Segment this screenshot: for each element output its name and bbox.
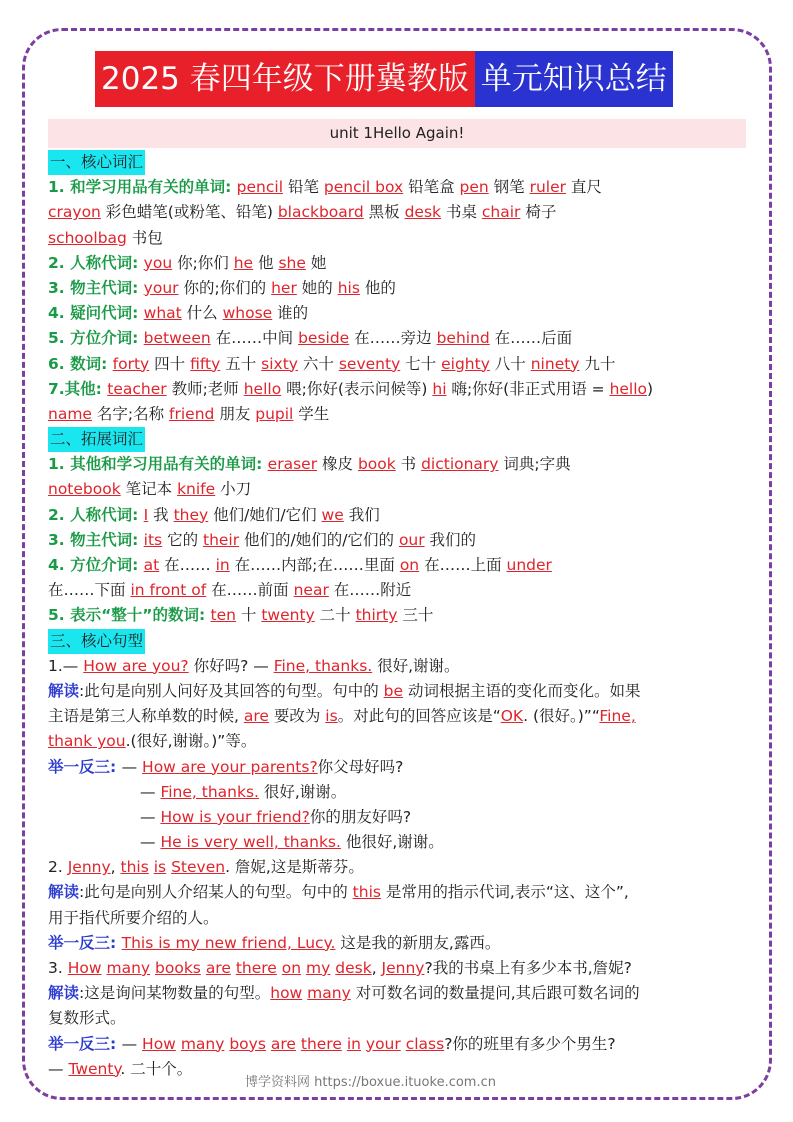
highlight-word: his [337,278,360,297]
text-segment: 小刀 [215,480,252,499]
text-line [48,981,750,1006]
text-line [48,427,750,452]
highlight-word: on [281,959,302,977]
highlight-word: crayon [48,203,101,222]
highlight-word: many [180,1034,225,1053]
highlight-word: your [143,278,179,297]
highlight-word: in [215,556,230,574]
text-segment: 你好吗? — [188,656,274,675]
text-line [48,251,750,276]
unit-heading: unit 1Hello Again! [48,119,746,148]
text-segment: 在……附近 [328,581,412,600]
category-label: 5. 方位介词: [48,329,144,348]
text-segment: 在……下面 [48,581,131,600]
highlight-word: we [321,505,344,524]
category-label: 1. 其他和学习用品有关的单词: [48,455,268,474]
highlight-word: books [155,959,201,977]
text-line [48,528,750,553]
text-segment: 喂;你好(表示问候等) [281,379,433,398]
text-segment: 用于指代所要介绍的人。 [48,908,219,927]
text-segment: 我们 [343,505,380,524]
highlight-word: near [293,581,329,600]
highlight-word: between [143,329,211,348]
text-segment: 是常用的指示代词,表示“这、这个”, [380,883,629,902]
text-line [48,906,750,931]
text-segment: 在……内部;在……里面 [229,556,400,574]
text-line [48,805,750,830]
text-line [48,1032,750,1057]
text-segment: , [371,959,382,977]
text-segment: 铅笔盒 [403,178,460,197]
text-segment: 名字;名称 [91,404,170,423]
highlight-word: sixty [261,354,298,373]
highlight-word: OK [500,707,524,726]
text-segment: 很好,谢谢。 [258,782,347,801]
text-line [48,503,750,528]
highlight-word: Fine, thanks. [160,782,259,801]
highlight-word: forty [112,354,150,373]
text-segment: — [140,782,161,801]
page-title [95,51,673,107]
text-segment: 八十 [489,354,531,373]
text-line [48,377,750,402]
text-segment: :此句是向别人介绍某人的句型。句中的 [79,883,353,902]
highlight-word: there [300,1034,342,1053]
text-line [48,755,750,780]
note-label: 解读 [48,984,80,1003]
text-line [48,276,750,301]
text-line [48,578,750,603]
highlight-word: blackboard [277,203,364,222]
content-body [48,150,750,1082]
text-segment: 我们的 [424,530,477,549]
text-segment: 动词根据主语的变化而变化。如果 [403,681,641,700]
highlight-word: you [143,253,173,272]
highlight-word: How [142,1034,176,1053]
category-label: 4. 方位介词: [48,556,144,574]
text-line [48,629,750,654]
text-line [48,603,750,628]
section-heading: 二、拓展词汇 [48,427,145,452]
text-segment: .(很好,谢谢。)”等。 [125,732,257,751]
text-segment: 要改为 [268,707,326,726]
text-line [48,880,750,905]
text-line [48,830,750,855]
highlight-word: hello [609,379,648,398]
highlight-word: thank you [48,732,126,751]
text-segment: — [121,757,143,776]
highlight-word: is [153,858,167,877]
text-segment: 这是我的新朋友,露西。 [335,933,501,952]
highlight-word: their [203,530,240,549]
category-label: 6. 数词: [48,354,113,373]
text-line [48,452,750,477]
text-segment: 铅笔 [283,178,324,197]
text-segment: 书 [395,455,422,474]
highlight-word: there [235,959,277,977]
text-segment: ?你的班里有多少个男生? [444,1034,616,1053]
text-segment: :此句是向别人问好及其回答的句型。句中的 [79,681,384,700]
highlight-word: eraser [267,455,318,474]
highlight-word: chair [481,203,521,222]
highlight-word: pencil [236,178,284,197]
highlight-word: whose [222,304,273,323]
text-line [48,226,750,251]
text-segment: 七十 [400,354,442,373]
highlight-word: at [143,556,160,574]
highlight-word: teacher [107,379,167,398]
highlight-word: This is my new friend, Lucy. [121,933,336,952]
text-line [48,352,750,377]
highlight-word: he [233,253,254,272]
text-line [48,402,750,427]
highlight-word: be [383,681,404,700]
category-label: 5. 表示“整十”的数词: [48,606,211,625]
highlight-word: eighty [441,354,490,373]
text-segment: 在……上面 [419,556,507,574]
highlight-word: behind [436,329,490,348]
note-label: 举一反三: [48,1034,122,1053]
category-label: 2. 人称代词: [48,253,144,272]
text-segment: 他们的/她们的/它们的 [239,530,399,549]
highlight-word: Steven [171,858,226,877]
text-line [48,654,750,679]
text-segment: 在……中间 [210,329,299,348]
text-line [48,1006,750,1031]
text-segment: 书包 [126,228,163,247]
text-line [48,326,750,351]
highlight-word: your [365,1034,401,1053]
text-segment: 很好,谢谢。 [372,656,460,675]
text-segment: 十 [235,606,262,625]
highlight-word: hi [432,379,447,398]
highlight-word: How are you? [83,656,189,675]
text-segment: 六十 [297,354,339,373]
footer-watermark: 博学资料网 https://boxue.ituoke.com.cn [245,1075,496,1090]
text-line [48,729,750,754]
highlight-word: book [357,455,396,474]
highlight-word: thirty [355,606,398,625]
text-segment: 词典;字典 [498,455,571,474]
text-line [48,150,750,175]
text-line [48,477,750,502]
text-segment: 二十 [314,606,356,625]
highlight-word: are [205,959,231,977]
text-line [48,679,750,704]
text-segment: 他的 [359,278,396,297]
highlight-word: Twenty [68,1059,121,1078]
text-segment: 彩色蜡笔(或粉笔、铅笔) [100,203,278,222]
highlight-word: ten [210,606,236,625]
highlight-word: pencil box [323,178,404,197]
highlight-word: Fine, [599,707,636,726]
text-segment: 对可数名词的数量提问,其后跟可数名词的 [350,984,640,1003]
highlight-word: on [399,556,420,574]
category-label: 2. 人称代词: [48,505,144,524]
highlight-word: How are your parents? [142,757,318,776]
text-segment: 3. [48,959,68,977]
highlight-word: Fine, thanks. [273,656,373,675]
highlight-word: in [346,1034,361,1053]
text-segment: — [140,833,161,852]
text-segment: 五十 [220,354,262,373]
text-segment: 三十 [397,606,434,625]
highlight-word: desk [404,203,442,222]
text-segment: 在……旁边 [349,329,437,348]
text-segment: 主语是第三人称单数的时候, [48,707,244,726]
text-segment: , [110,858,121,877]
text-line [48,553,750,578]
text-segment: 他很好,谢谢。 [340,833,444,852]
highlight-word: I [143,505,149,524]
text-segment: 他 [253,253,279,272]
highlight-word: are [243,707,269,726]
highlight-word: schoolbag [48,228,127,247]
highlight-word: she [278,253,306,272]
text-segment: 你;你们 [172,253,234,272]
text-segment: 她 [305,253,327,272]
highlight-word: knife [177,480,216,499]
note-label: 举一反三: [48,933,122,952]
text-segment: 黑板 [363,203,405,222]
highlight-word: notebook [48,480,121,499]
text-segment: 直尺 [566,178,602,197]
category-label: 7.其他: [48,379,108,398]
text-segment: 我 [148,505,174,524]
text-segment: 学生 [293,404,330,423]
highlight-word: many [307,984,351,1003]
highlight-word: fifty [190,354,221,373]
highlight-word: dictionary [421,455,499,474]
highlight-word: friend [169,404,215,423]
text-segment: 书桌 [441,203,482,222]
text-segment: 谁的 [272,304,309,323]
highlight-word: hello [243,379,282,398]
highlight-word: are [270,1034,296,1053]
category-label: 3. 物主代词: [48,530,144,549]
text-segment: 在……后面 [489,329,573,348]
text-segment: 橡皮 [317,455,358,474]
category-label: 4. 疑问代词: [48,304,144,323]
text-line [48,175,750,200]
highlight-word: our [398,530,425,549]
section-heading: 一、核心词汇 [48,150,145,175]
category-label: 1. 和学习用品有关的单词: [48,178,237,197]
highlight-word: Jenny [67,858,111,877]
text-line [48,301,750,326]
highlight-word: under [506,556,552,574]
highlight-word: How [67,959,102,977]
text-segment: 你父母好吗? [317,757,404,776]
highlight-word: this [352,883,381,902]
highlight-word: seventy [338,354,401,373]
highlight-word: He is very well, thanks. [160,833,341,852]
text-segment: 她的 [296,278,338,297]
text-segment: :这是询问某物数量的句型。 [79,984,271,1003]
text-segment: . (很好。)”“ [523,707,600,726]
text-segment: ?我的书桌上有多少本书,詹妮? [424,959,632,977]
highlight-word: class [405,1034,445,1053]
text-segment: 椅子 [520,203,557,222]
text-segment: 1.— [48,656,84,675]
highlight-word: How is your friend? [160,807,310,826]
text-segment: 你的朋友好吗? [309,807,412,826]
highlight-word: ninety [530,354,580,373]
text-segment: . 二十个。 [120,1059,193,1078]
text-segment: — [140,807,161,826]
section-heading: 三、核心句型 [48,629,145,654]
text-line [48,200,750,225]
highlight-word: in front of [130,581,207,600]
highlight-word: many [106,959,151,977]
text-segment: — [48,1059,69,1078]
text-segment: 你的;你们的 [178,278,272,297]
highlight-word: ruler [529,178,566,197]
highlight-word: its [143,530,163,549]
category-label: 3. 物主代词: [48,278,144,297]
text-line [48,704,750,729]
highlight-word: Jenny [381,959,425,977]
text-segment: 他们/她们/它们 [208,505,322,524]
highlight-word: is [325,707,338,726]
highlight-word: they [173,505,209,524]
text-segment: — [121,1034,143,1053]
title-part-red: 2025 春四年级下册冀教版 [95,51,475,107]
text-segment: 复数形式。 [48,1009,126,1028]
text-segment: ) [647,379,654,398]
text-segment: 九十 [579,354,616,373]
text-segment: 教师;老师 [166,379,244,398]
text-segment: 在……前面 [206,581,294,600]
text-segment: . 詹妮,这是斯蒂芬。 [225,858,364,877]
text-segment: 朋友 [214,404,256,423]
text-segment: 钢笔 [488,178,530,197]
text-segment: 嗨;你好(非正式用语 = [446,379,610,398]
highlight-word: twenty [261,606,315,625]
highlight-word: my [306,959,331,977]
text-line [48,780,750,805]
note-label: 解读 [48,883,80,902]
text-line [48,931,750,956]
text-line [48,855,750,880]
title-part-blue: 单元知识总结 [475,51,673,107]
highlight-word: her [271,278,297,297]
highlight-word: beside [298,329,350,348]
highlight-word: name [48,404,92,423]
text-segment: 它的 [162,530,203,549]
highlight-word: what [143,304,182,323]
note-label: 举一反三: [48,757,122,776]
highlight-word: boys [229,1034,266,1053]
highlight-word: desk [335,959,372,977]
text-segment: 笔记本 [120,480,178,499]
text-line [48,956,750,981]
text-segment: 在…… [159,556,216,574]
highlight-word: this [120,858,149,877]
highlight-word: how [270,984,303,1003]
note-label: 解读 [48,681,80,700]
highlight-word: pupil [255,404,294,423]
text-segment: 什么 [181,304,223,323]
text-segment: 。对此句的回答应该是“ [337,707,501,726]
highlight-word: pen [459,178,489,197]
text-segment: 2. [48,858,68,877]
text-segment: 四十 [149,354,191,373]
